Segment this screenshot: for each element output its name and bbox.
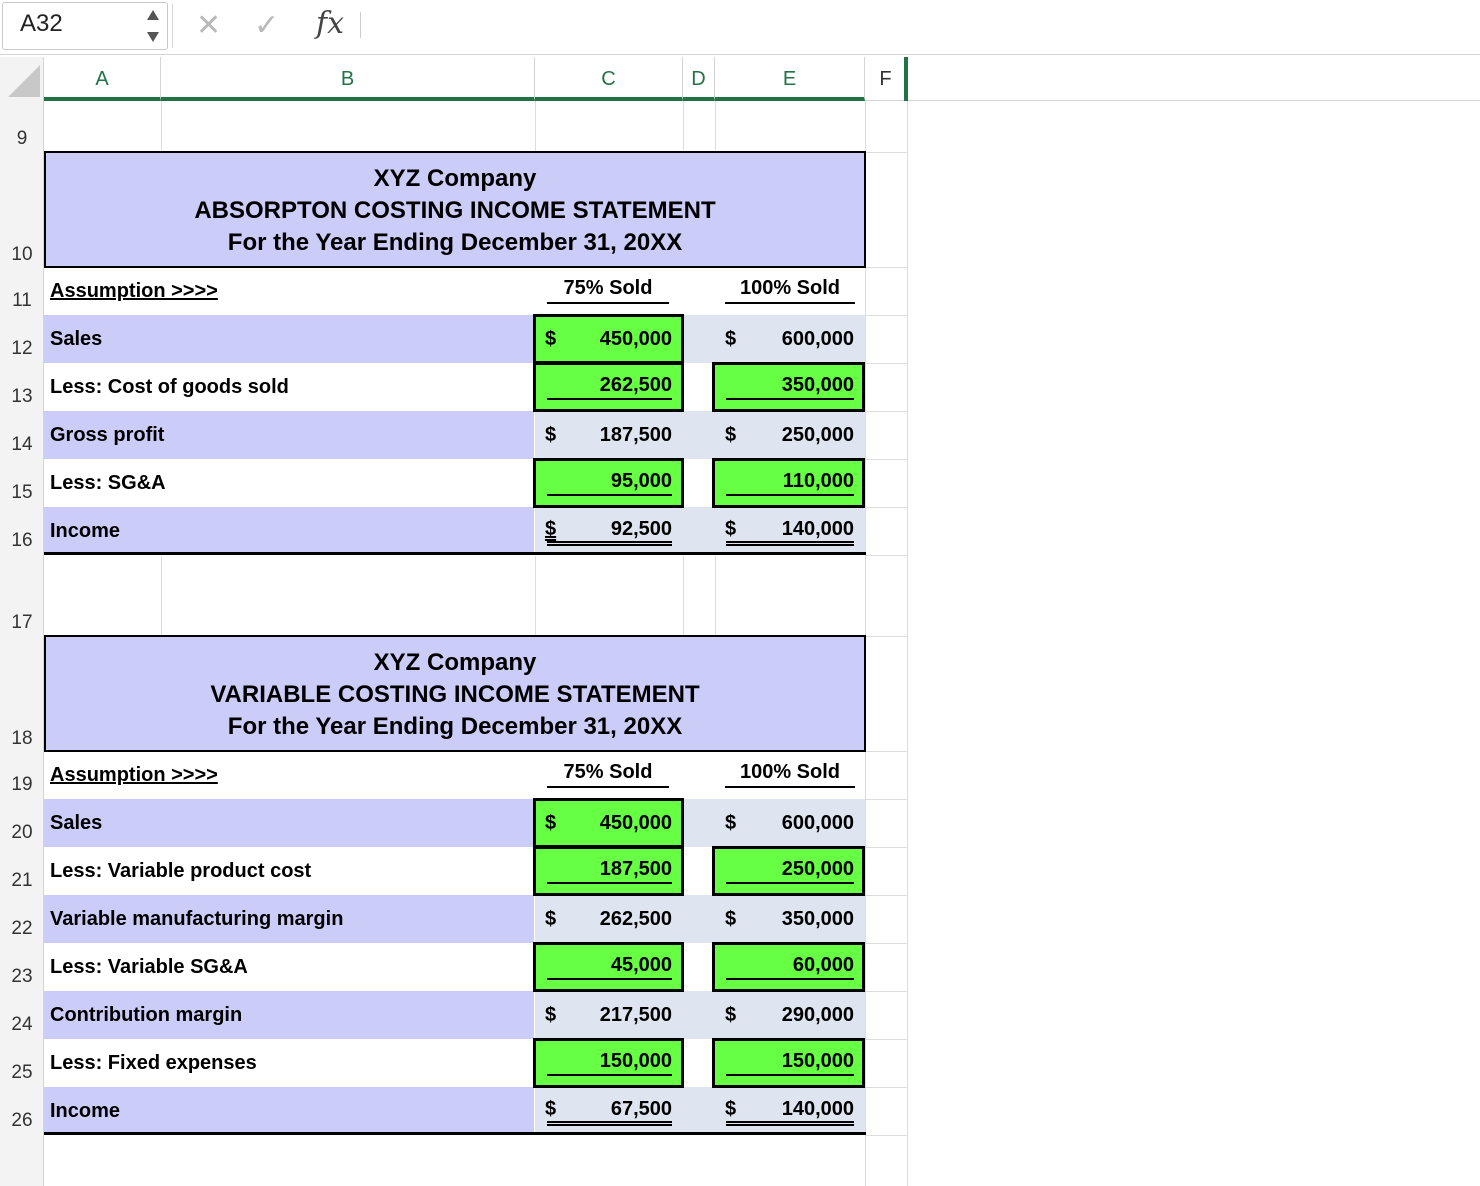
select-all-icon xyxy=(0,57,44,101)
variable-row-label: Less: Fixed expenses xyxy=(50,1052,257,1074)
gridline xyxy=(715,556,716,636)
gridline xyxy=(683,101,684,153)
gridline xyxy=(535,101,536,153)
absorption-title: ABSORPTON COSTING INCOME STATEMENT xyxy=(194,197,716,224)
name-box-value: A32 xyxy=(20,10,63,37)
variable-fixed-e: 150,000 xyxy=(781,1050,854,1072)
gridline xyxy=(535,556,536,636)
row-header-21[interactable]: 21 xyxy=(11,870,33,891)
column-header-f[interactable]: F xyxy=(865,57,907,101)
underline xyxy=(547,978,672,980)
gridline xyxy=(715,101,716,153)
absorption-title-box[interactable] xyxy=(44,151,866,268)
column-header-e[interactable]: E xyxy=(715,57,865,101)
variable-row-label: Less: Variable product cost xyxy=(50,860,312,882)
statement-bottom-rule xyxy=(44,552,866,555)
row-header-9[interactable]: 9 xyxy=(16,128,28,149)
variable-income-e: 140,000 xyxy=(781,1098,854,1120)
gridline xyxy=(865,1039,907,1040)
variable-row-label: Variable manufacturing margin xyxy=(50,908,344,930)
variable-contribution-c: 217,500 xyxy=(599,1004,672,1026)
function-icon[interactable]: fx xyxy=(316,6,345,41)
gridline xyxy=(865,1135,907,1136)
variable-sales-c: 450,000 xyxy=(599,812,672,834)
underline xyxy=(726,1074,854,1076)
variable-product-cost-c: 187,500 xyxy=(599,858,672,880)
absorption-income-e: 140,000 xyxy=(781,518,854,540)
row-header-18[interactable]: 18 xyxy=(11,728,33,749)
variable-row-label: Income xyxy=(50,1100,121,1122)
absorption-sga-c: 95,000 xyxy=(610,470,672,492)
gridline xyxy=(865,315,907,316)
row-header-11[interactable]: 11 xyxy=(12,290,32,311)
underline xyxy=(547,494,672,496)
row-header-24[interactable]: 24 xyxy=(11,1014,33,1035)
variable-sga-e: 60,000 xyxy=(792,954,854,976)
column-header-c[interactable]: C xyxy=(535,57,683,101)
double-underline xyxy=(726,1121,854,1126)
statement-bottom-rule xyxy=(44,1132,866,1135)
row-header-12[interactable]: 12 xyxy=(11,338,33,359)
currency-symbol: $ xyxy=(725,328,737,350)
absorption-sales-e: 600,000 xyxy=(781,328,854,350)
currency-symbol: $ xyxy=(725,812,737,834)
absorption-row-label: Gross profit xyxy=(50,424,165,446)
gridline xyxy=(865,1087,907,1088)
gridline xyxy=(865,991,907,992)
row-header-13[interactable]: 13 xyxy=(11,386,33,407)
variable-col-c-header: 75% Sold xyxy=(547,761,669,788)
absorption-income-c: 92,500 xyxy=(610,518,672,540)
absorption-period: For the Year Ending December 31, 20XX xyxy=(227,229,683,256)
currency-symbol: $ xyxy=(545,1004,557,1026)
variable-row-label: Less: Variable SG&A xyxy=(50,956,248,978)
variable-contribution-e: 290,000 xyxy=(781,1004,854,1026)
absorption-sga-e: 110,000 xyxy=(782,470,854,492)
currency-symbol: $ xyxy=(545,908,557,930)
column-header-b[interactable]: B xyxy=(161,57,535,101)
underline xyxy=(726,398,854,400)
absorption-row-label: Sales xyxy=(50,328,103,350)
absorption-col-c-header: 75% Sold xyxy=(547,277,669,304)
gridline xyxy=(865,411,907,412)
gridline xyxy=(865,943,907,944)
double-underline xyxy=(547,541,672,546)
row-band xyxy=(44,799,534,847)
double-underline xyxy=(726,541,854,546)
absorption-cogs-c: 262,500 xyxy=(599,374,672,396)
gridline xyxy=(161,556,162,636)
underline xyxy=(726,978,854,980)
currency-symbol: $ xyxy=(545,1098,557,1120)
absorption-gross-profit-c: 187,500 xyxy=(599,424,672,446)
formula-divider xyxy=(172,4,173,48)
currency-symbol: $ xyxy=(545,518,557,540)
absorption-assumption-label: Assumption >>>> xyxy=(50,280,218,302)
variable-fixed-c: 150,000 xyxy=(599,1050,672,1072)
absorption-cogs-e: 350,000 xyxy=(781,374,854,396)
gridline xyxy=(865,555,907,556)
gridline xyxy=(865,363,907,364)
absorption-row-label: Income xyxy=(50,520,121,542)
currency-symbol: $ xyxy=(725,1098,737,1120)
selection-edge xyxy=(904,57,908,101)
absorption-company: XYZ Company xyxy=(373,165,537,192)
currency-symbol: $ xyxy=(725,518,737,540)
cancel-icon[interactable]: ✕ xyxy=(196,9,222,42)
double-underline xyxy=(547,1121,672,1126)
currency-symbol: $ xyxy=(725,908,737,930)
column-header-d[interactable]: D xyxy=(683,57,715,101)
spin-up-icon[interactable] xyxy=(146,9,160,21)
variable-title-box[interactable] xyxy=(44,635,866,752)
variable-row-label: Contribution margin xyxy=(50,1004,243,1026)
gridline xyxy=(865,636,907,637)
row-header-16[interactable]: 16 xyxy=(11,530,33,551)
variable-row-label: Sales xyxy=(50,812,103,834)
variable-sales-e: 600,000 xyxy=(781,812,854,834)
absorption-row-label: Less: Cost of goods sold xyxy=(50,376,289,398)
variable-period: For the Year Ending December 31, 20XX xyxy=(227,713,683,740)
row-header-22[interactable]: 22 xyxy=(11,918,33,939)
currency-symbol: $ xyxy=(545,424,557,446)
variable-sga-c: 45,000 xyxy=(610,954,672,976)
absorption-gross-profit-e: 250,000 xyxy=(781,424,854,446)
variable-company: XYZ Company xyxy=(373,649,537,676)
currency-symbol: $ xyxy=(725,1004,737,1026)
absorption-row-label: Less: SG&A xyxy=(50,472,166,494)
formula-bar-border xyxy=(0,54,1480,55)
fx-separator xyxy=(360,12,361,38)
formula-input[interactable] xyxy=(362,4,1480,48)
gridline xyxy=(865,895,907,896)
row-header-23[interactable]: 23 xyxy=(11,966,33,987)
column-header-a[interactable]: A xyxy=(44,57,161,101)
underline xyxy=(726,882,854,884)
spin-down-icon[interactable] xyxy=(146,31,160,43)
variable-income-c: 67,500 xyxy=(610,1098,672,1120)
gridline xyxy=(683,556,684,636)
absorption-sales-c: 450,000 xyxy=(599,328,672,350)
row-band xyxy=(44,315,534,363)
underline xyxy=(547,882,672,884)
variable-col-e-header: 100% Sold xyxy=(725,761,855,788)
variable-assumption-label: Assumption >>>> xyxy=(50,764,218,786)
currency-symbol: $ xyxy=(545,328,557,350)
gridline xyxy=(865,799,907,800)
underline xyxy=(726,494,854,496)
row-header-20[interactable]: 20 xyxy=(11,822,33,843)
gridline xyxy=(865,507,907,508)
underline xyxy=(547,1074,672,1076)
variable-title: VARIABLE COSTING INCOME STATEMENT xyxy=(210,681,700,708)
row-header-25[interactable]: 25 xyxy=(11,1062,33,1083)
select-all-corner[interactable] xyxy=(0,57,44,101)
variable-mfg-margin-e: 350,000 xyxy=(781,908,854,930)
gridline xyxy=(907,101,908,1186)
absorption-col-e-header: 100% Sold xyxy=(725,277,855,304)
gridline xyxy=(161,101,162,153)
currency-symbol: $ xyxy=(725,424,737,446)
row-header-26[interactable]: 26 xyxy=(11,1110,33,1131)
gridline xyxy=(865,459,907,460)
row-header-19[interactable]: 19 xyxy=(11,774,33,795)
row-header-14[interactable]: 14 xyxy=(11,434,33,455)
underline xyxy=(547,398,672,400)
row-header-17[interactable]: 17 xyxy=(11,612,33,633)
gridline xyxy=(865,152,907,153)
variable-mfg-margin-c: 262,500 xyxy=(599,908,672,930)
confirm-icon[interactable]: ✓ xyxy=(254,9,280,42)
row-header-15[interactable]: 15 xyxy=(11,482,33,503)
row-header-10[interactable]: 10 xyxy=(11,244,33,265)
currency-symbol: $ xyxy=(545,812,557,834)
variable-product-cost-e: 250,000 xyxy=(781,858,854,880)
gridline xyxy=(865,847,907,848)
